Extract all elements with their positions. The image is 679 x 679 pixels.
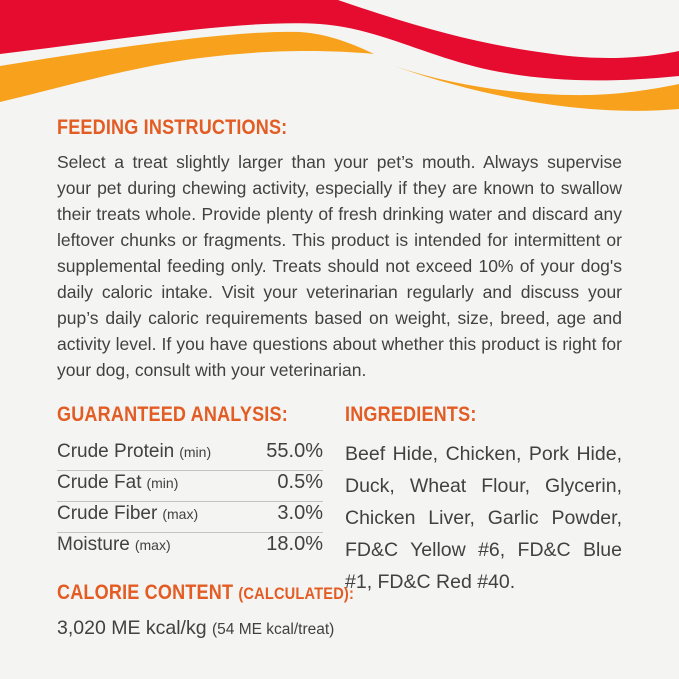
feeding-instructions-title bbox=[57, 116, 622, 140]
lower-columns bbox=[57, 403, 622, 640]
table-row bbox=[57, 471, 323, 502]
nutrient-value: 0.5% bbox=[277, 471, 323, 493]
nutrient-value: 3.0% bbox=[277, 502, 323, 524]
feeding-instructions-paragraph: Select a treat slightly larger than your pet’s mouth. Always supervise your pet during chewing activity, especially if they are known to swallow their treats whole. Provide plenty of fresh drinking water and discard any leftover chunks or fragments. This product is intended for intermittent or supplemental feeding only. Treats should not exceed 10% of your dog's daily caloric intake. Visit your veterinarian regularly and discuss your pup’s daily caloric requirements based on weight, size, breed, age and activity level. If you have questions about whether this product is right for your dog, consult with your veterinarian. bbox=[57, 152, 622, 380]
table-row bbox=[57, 533, 323, 563]
table-row bbox=[57, 440, 323, 471]
ingredients-title bbox=[345, 403, 622, 427]
guaranteed-analysis-table bbox=[57, 440, 323, 563]
calorie-content-title-suffix: (CALCULATED): bbox=[238, 584, 355, 603]
guaranteed-analysis-title-text: GUARANTEED ANALYSIS: bbox=[57, 403, 288, 426]
nutrient-qualifier: (min) bbox=[179, 444, 212, 460]
nutrient-value: 55.0% bbox=[266, 440, 323, 462]
nutrient-qualifier: (max) bbox=[134, 537, 171, 553]
ingredients-column bbox=[345, 403, 622, 598]
calorie-content-title-text bbox=[57, 581, 354, 605]
calorie-content-title-main: CALORIE CONTENT bbox=[57, 581, 234, 604]
label-content bbox=[57, 116, 622, 640]
calorie-value: 3,020 ME kcal/kg bbox=[57, 617, 207, 639]
nutrient-qualifier: (min) bbox=[146, 475, 179, 491]
nutrient-name: Crude Protein bbox=[57, 441, 175, 462]
ingredients-list: Beef Hide, Chicken, Pork Hide, Duck, Wheat Flour, Glycerin, Chicken Liver, Garlic Powder, FD&C Yellow #6, FD&C Blue #1, FD&C Red #40. bbox=[345, 443, 622, 593]
calorie-content-title bbox=[57, 581, 355, 605]
table-row bbox=[57, 502, 323, 533]
nutrient-name: Crude Fat bbox=[57, 472, 142, 493]
nutrient-name: Moisture bbox=[57, 534, 130, 555]
feeding-instructions-title-text: FEEDING INSTRUCTIONS: bbox=[57, 116, 288, 139]
analysis-column bbox=[57, 403, 355, 640]
nutrient-name: Crude Fiber bbox=[57, 503, 158, 524]
nutrient-value: 18.0% bbox=[266, 533, 323, 555]
guaranteed-analysis-title bbox=[57, 403, 323, 427]
ingredients-title-text: INGREDIENTS: bbox=[345, 403, 477, 426]
calorie-value-per-treat: (54 ME kcal/treat) bbox=[212, 621, 335, 638]
nutrient-qualifier: (max) bbox=[162, 506, 199, 522]
calorie-value-line bbox=[57, 617, 335, 640]
